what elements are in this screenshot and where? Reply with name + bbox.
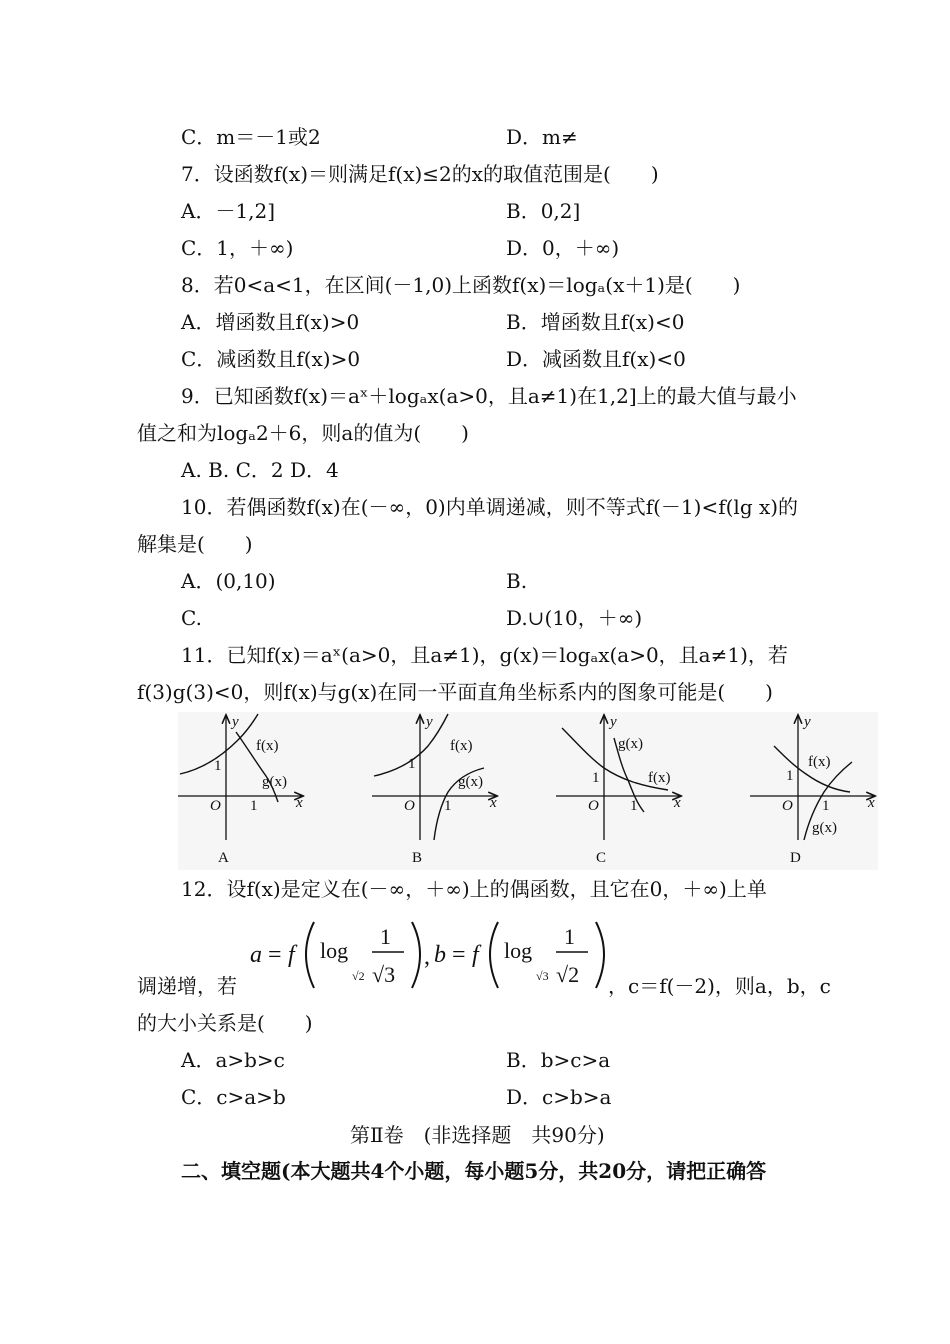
svg-text:O: O bbox=[210, 798, 221, 814]
svg-text:y: y bbox=[426, 714, 433, 730]
q12-stem-line1: 12．设f(x)是定义在(－∞，＋∞)上的偶函数，且它在0，＋∞)上单 bbox=[181, 877, 767, 901]
graph-panel-d bbox=[750, 714, 875, 866]
svg-text:=: = bbox=[452, 942, 466, 968]
q9-stem-line2: 值之和为logₐ2＋6，则a的值为( ) bbox=[137, 421, 469, 445]
svg-text:g(x): g(x) bbox=[458, 774, 483, 790]
svg-text:1: 1 bbox=[408, 756, 416, 772]
svg-text:g(x): g(x) bbox=[812, 820, 837, 836]
svg-text:a: a bbox=[250, 942, 262, 968]
q12-prefix: 调递增，若 bbox=[137, 974, 237, 998]
q10-option-d: D.∪(10，＋∞) bbox=[506, 606, 643, 630]
q11-stem-line2: f(3)g(3)<0，则f(x)与g(x)在同一平面直角坐标系内的图象可能是( ) bbox=[137, 680, 773, 704]
q12-option-c: C．c>a>b bbox=[181, 1085, 286, 1109]
svg-text:f(x): f(x) bbox=[450, 738, 473, 754]
svg-text:f: f bbox=[288, 942, 295, 968]
q10-stem-line1: 10．若偶函数f(x)在(－∞，0)内单调递减，则不等式f(－1)<f(lg x)的 bbox=[181, 495, 799, 519]
panel-label-d: D bbox=[790, 850, 801, 866]
q8-option-c: C．减函数且f(x)>0 bbox=[181, 347, 361, 371]
svg-text:1: 1 bbox=[822, 798, 830, 814]
q7-option-c: C．1，＋∞) bbox=[181, 236, 294, 260]
q8-option-d: D．减函数且f(x)<0 bbox=[506, 347, 686, 371]
svg-text:,: , bbox=[424, 944, 430, 970]
svg-text:O: O bbox=[782, 798, 793, 814]
svg-text:y: y bbox=[232, 714, 239, 730]
panel-label-a: A bbox=[218, 850, 229, 866]
svg-text:x: x bbox=[490, 795, 497, 811]
svg-text:b: b bbox=[434, 942, 446, 968]
svg-text:g(x): g(x) bbox=[262, 774, 287, 790]
q10-option-c: C. bbox=[181, 606, 202, 630]
graph-panel-b bbox=[372, 714, 497, 866]
q12-option-b: B．b>c>a bbox=[506, 1048, 611, 1072]
q7-option-d: D．0，＋∞) bbox=[506, 236, 620, 260]
q11-figure bbox=[178, 712, 878, 870]
q12-option-d: D．c>b>a bbox=[506, 1085, 612, 1109]
svg-text:√3: √3 bbox=[536, 969, 549, 983]
graph-panel-a bbox=[178, 714, 303, 866]
q8-option-b: B．增函数且f(x)<0 bbox=[506, 310, 685, 334]
svg-text:1: 1 bbox=[592, 770, 600, 786]
q11-stem-line1: 11．已知f(x)＝aˣ(a>0，且a≠1)，g(x)＝logₐx(a>0，且a≠1)，若 bbox=[181, 643, 788, 667]
section2-title: 二、填空题(本大题共4个小题，每小题5分，共20分，请把正确答 bbox=[181, 1159, 767, 1183]
svg-text:1: 1 bbox=[786, 768, 794, 784]
svg-text:1: 1 bbox=[250, 798, 258, 814]
svg-text:f: f bbox=[472, 942, 479, 968]
svg-text:x: x bbox=[868, 795, 875, 811]
q8-stem: 8．若0<a<1，在区间(－1,0)上函数f(x)＝logₐ(x＋1)是( ) bbox=[181, 273, 741, 297]
q12-option-a: A．a>b>c bbox=[181, 1048, 285, 1072]
q7-option-a: A．－1,2] bbox=[181, 199, 276, 223]
q12-formula bbox=[248, 914, 608, 994]
svg-text:1: 1 bbox=[444, 798, 452, 814]
panel-label-c: C bbox=[596, 850, 607, 866]
svg-text:1: 1 bbox=[214, 758, 222, 774]
svg-text:log: log bbox=[504, 938, 533, 963]
q7-option-b: B．0,2] bbox=[506, 199, 581, 223]
q7-stem: 7．设函数f(x)＝则满足f(x)≤2的x的取值范围是( ) bbox=[181, 162, 659, 186]
svg-text:f(x): f(x) bbox=[648, 770, 671, 786]
q10-option-a: A．(0,10) bbox=[181, 569, 276, 593]
q10-stem-line2: 解集是( ) bbox=[137, 532, 253, 556]
q12-suffix: ，c＝f(－2)，则a，b，c bbox=[608, 974, 831, 998]
q10-option-b: B. bbox=[506, 569, 528, 593]
svg-text:y: y bbox=[804, 714, 811, 730]
svg-text:1: 1 bbox=[564, 924, 575, 949]
svg-text:x: x bbox=[296, 795, 303, 811]
svg-text:x: x bbox=[674, 795, 681, 811]
q9-options: A. B. C．2 D．4 bbox=[181, 458, 339, 482]
svg-text:√2: √2 bbox=[352, 969, 365, 983]
q12-stem-line3: 的大小关系是( ) bbox=[137, 1011, 313, 1035]
svg-text:log: log bbox=[320, 938, 349, 963]
part2-heading: 第Ⅱ卷 (非选择题 共90分) bbox=[350, 1123, 605, 1147]
panel-label-b: B bbox=[412, 850, 423, 866]
svg-text:y: y bbox=[610, 714, 617, 730]
q6-option-d: D．m≠ bbox=[506, 125, 578, 149]
svg-text:g(x): g(x) bbox=[618, 736, 643, 752]
svg-text:f(x): f(x) bbox=[256, 738, 279, 754]
svg-text:O: O bbox=[588, 798, 599, 814]
q8-option-a: A．增函数且f(x)>0 bbox=[181, 310, 360, 334]
svg-text:1: 1 bbox=[380, 924, 391, 949]
svg-text:√3: √3 bbox=[372, 962, 396, 987]
svg-text:f(x): f(x) bbox=[808, 754, 831, 770]
q9-stem-line1: 9．已知函数f(x)＝aˣ＋logₐx(a>0，且a≠1)在1,2]上的最大值与最小 bbox=[181, 384, 797, 408]
svg-text:√2: √2 bbox=[556, 962, 580, 987]
graph-panel-c bbox=[556, 714, 681, 866]
svg-text:1: 1 bbox=[630, 798, 638, 814]
svg-text:=: = bbox=[268, 942, 282, 968]
svg-text:O: O bbox=[404, 798, 415, 814]
q6-option-c: C．m＝－1或2 bbox=[181, 125, 321, 149]
